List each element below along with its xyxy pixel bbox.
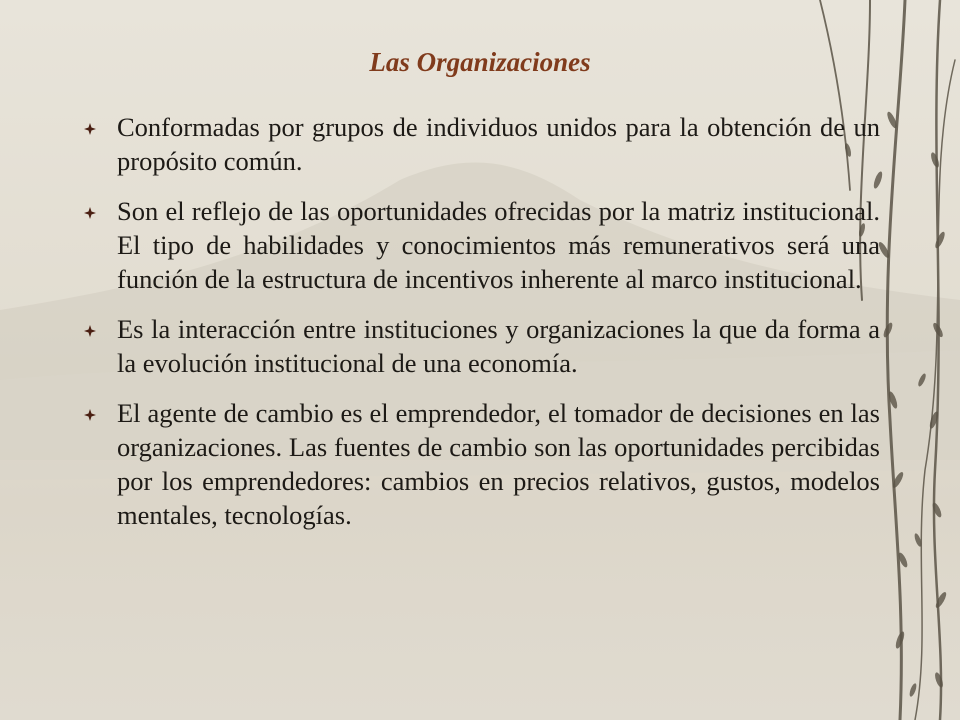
bullet-list (84, 110, 880, 548)
bullet-text: Son el reflejo de las oportunidades ofrecidas por la matriz institucional. El tipo de habilidades y conocimientos más remunerativos será una función de la estructura de incentivos inherente al marco institucional. (117, 196, 880, 294)
diamond-bullet-icon (84, 123, 96, 135)
bullet-item (84, 194, 880, 296)
bullet-text: El agente de cambio es el emprendedor, el tomador de decisiones en las organizaciones. Las fuentes de cambio son las oportunidades percibidas por los emprendedores: cambios en precios relativos, gustos, modelos mentales, tecnologías. (117, 398, 880, 530)
diamond-bullet-icon (84, 409, 96, 421)
bullet-item (84, 396, 880, 532)
diamond-bullet-icon (84, 325, 96, 337)
slide-title: Las Organizaciones (369, 47, 591, 77)
bullet-text: Conformadas por grupos de individuos unidos para la obtención de un propósito común. (117, 112, 880, 176)
bullet-item (84, 312, 880, 380)
diamond-bullet-icon (84, 207, 96, 219)
bullet-text: Es la interacción entre instituciones y organizaciones la que da forma a la evolución institucional de una economía. (117, 314, 880, 378)
bullet-item (84, 110, 880, 178)
